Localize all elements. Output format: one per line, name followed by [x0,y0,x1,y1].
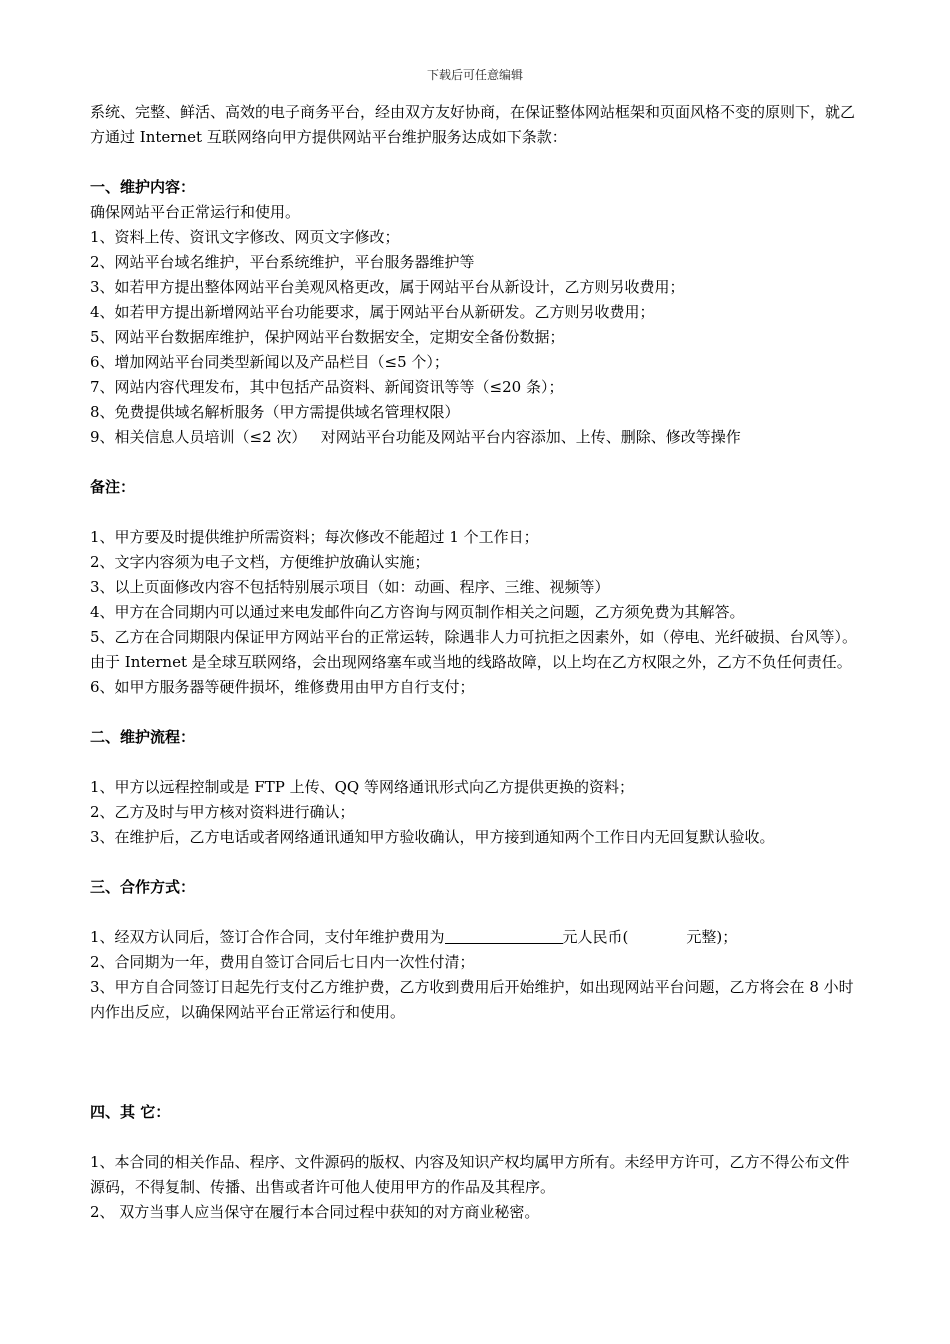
amount-blank [445,929,563,944]
list-item: 6、如甲方服务器等硬件损坏，维修费用由甲方自行支付； [90,678,475,696]
list-item: 3、甲方自合同签订日起先行支付乙方维护费，乙方收到费用后开始维护，如出现网站平台问题，乙方将会在 8 小时内作出反应，以确保网站平台正常运行和使用。 [90,978,854,1021]
list-item: 1、本合同的相关作品、程序、文件源码的版权、内容及知识产权均属甲方所有。未经甲方许可，乙方不得公布文件源码，不得复制、传播、出售或者许可他人使用甲方的作品及其程序。 [90,1153,850,1196]
payment-line [90,925,862,950]
payment-text: 1、经双方认同后，签订合作合同，支付年维护费用为 [90,928,445,946]
list-item: 1、资料上传、资讯文字修改、网页文字修改； [90,228,400,246]
section-1-lead: 确保网站平台正常运行和使用。 [90,203,301,221]
list-item: 5、乙方在合同期限内保证甲方网站平台的正常运转，除遇非人力可抗拒之因素外，如（停电、光纤破损、台风等）。由于 Internet 是全球互联网络，会出现网络塞车或当地的线路故障，以上均在乙方权限之外，乙方不负任何责任。 [90,628,858,671]
list-item: 1、甲方要及时提供维护所需资料；每次修改不能超过 1 个工作日； [90,528,539,546]
list-item: 2、合同期为一年，费用自签订合同后七日内一次性付清； [90,953,475,971]
list-item: 4、甲方在合同期内可以通过来电发邮件向乙方咨询与网页制作相关之问题，乙方须免费为其解答。 [90,603,745,621]
currency-end-text: 元整)； [686,928,738,946]
list-item: 2、 双方当事人应当保守在履行本合同过程中获知的对方商业秘密。 [90,1203,540,1221]
section-1-heading: 一、维护内容： [90,178,196,196]
list-item: 1、甲方以远程控制或是 FTP 上传、QQ 等网络通讯形式向乙方提供更换的资料； [90,778,634,796]
list-item: 5、网站平台数据库维护，保护网站平台数据安全，定期安全备份数据； [90,328,565,346]
currency-text: 元人民币( [562,928,629,946]
list-item: 6、增加网站平台同类型新闻以及产品栏目（≤5 个）； [90,353,449,371]
list-item: 3、如若甲方提出整体网站平台美观风格更改，属于网站平台从新设计，乙方则另收费用； [90,278,685,296]
list-item: 3、在维护后，乙方电话或者网络通讯通知甲方验收确认，甲方接到通知两个工作日内无回复默认验收。 [90,828,775,846]
section-4-heading: 四、其 它： [90,1103,171,1121]
intro-paragraph: 系统、完整、鲜活、高效的电子商务平台，经由双方友好协商，在保证整体网站框架和页面风格不变的原则下，就乙方通过 Internet 互联网络向甲方提供网站平台维护服务达成如下条款： [90,103,856,146]
page-header: 下载后可任意编辑 [426,68,523,82]
document-body [90,100,862,1225]
list-item: 7、网站内容代理发布，其中包括产品资料、新闻资讯等等（≤20 条）； [90,378,564,396]
list-item: 9、相关信息人员培训（≤2 次） 对网站平台功能及网站平台内容添加、上传、删除、修改等操作 [90,428,741,446]
list-item: 2、网站平台域名维护，平台系统维护，平台服务器维护等 [90,253,475,271]
notes-heading: 备注： [90,478,136,496]
list-item: 8、免费提供域名解析服务（甲方需提供域名管理权限） [90,403,460,421]
section-3-heading: 三、合作方式： [90,878,196,896]
list-item: 3、以上页面修改内容不包括特别展示项目（如：动画、程序、三维、视频等） [90,578,610,596]
list-item: 4、如若甲方提出新增网站平台功能要求，属于网站平台从新研发。乙方则另收费用； [90,303,655,321]
list-item: 2、文字内容须为电子文档，方便维护放确认实施； [90,553,430,571]
list-item: 2、乙方及时与甲方核对资料进行确认； [90,803,355,821]
section-2-heading: 二、维护流程： [90,728,196,746]
